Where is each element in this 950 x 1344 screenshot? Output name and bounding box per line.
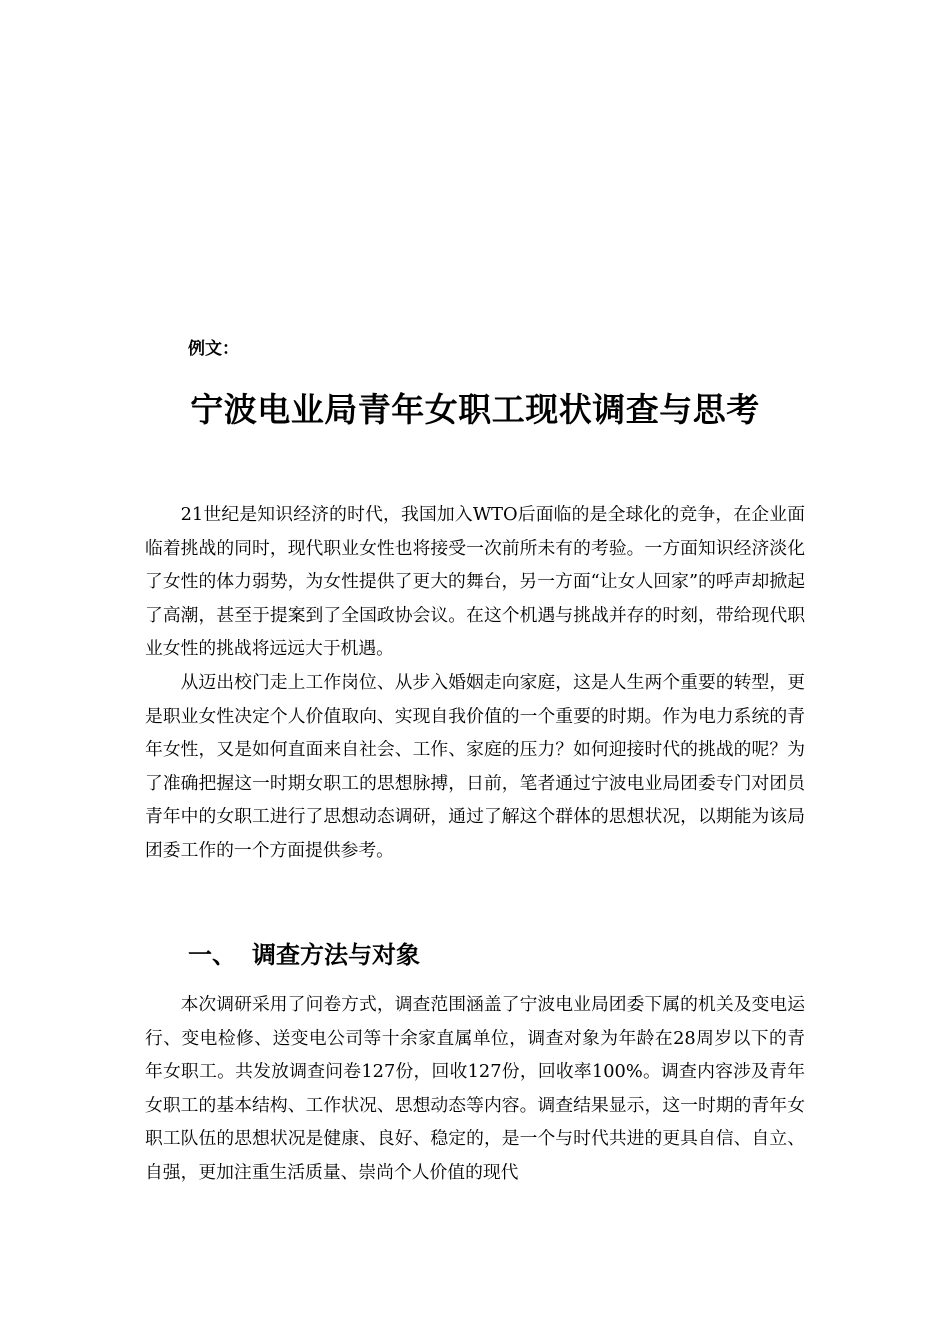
intro-paragraph-2: 从迈出校门走上工作岗位、从步入婚姻走向家庭，这是人生两个重要的转型，更是职业女性决定个人价值取向、实现自我价值的一个重要的时期。作为电力系统的青年女性，又是如何直面来自社会、工作、家庭的压力？如何迎接时代的挑战的呢？为了准确把握这一时期女职工的思想脉搏，日前，笔者通过宁波电业局团委专门对团员青年中的女职工进行了思想动态调研，通过了解这个群体的思想状况，以期能为该局团委工作的一个方面提供参考。 [145, 671, 805, 861]
section-heading-text: 调查方法与对象 [252, 941, 420, 969]
example-label: 例文： [188, 339, 239, 359]
document-title: 宁波电业局青年女职工现状调查与思考 [190, 390, 760, 429]
intro-paragraph-1: 21世纪是知识经济的时代，我国加入WTO后面临的是全球化的竞争，在企业面临着挑战的同时，现代职业女性也将接受一次前所未有的考验。一方面知识经济淡化了女性的体力弱势，为女性提供了更大的舞台，另一方面“让女人回家”的呼声却掀起了高潮，甚至于提案到了全国政协会议。在这个机遇与挑战并存的时刻，带给现代职业女性的挑战将远远大于机遇。 [145, 504, 805, 660]
section-number: 一、 [188, 941, 236, 969]
section-body [145, 988, 805, 1190]
section-heading [188, 938, 420, 972]
section-paragraph: 本次调研采用了问卷方式，调查范围涵盖了宁波电业局团委下属的机关及变电运行、变电检修、送变电公司等十余家直属单位，调查对象为年龄在28周岁以下的青年女职工。共发放调查问卷127份，回收127份，回收率100%。调查内容涉及青年女职工的基本结构、工作状况、思想动态等内容。调查结果显示，这一时期的青年女职工队伍的思想状况是健康、良好、稳定的，是一个与时代共进的更具自信、自立、自强，更加注重生活质量、崇尚个人价值的现代 [145, 994, 805, 1183]
intro-section [145, 498, 805, 868]
